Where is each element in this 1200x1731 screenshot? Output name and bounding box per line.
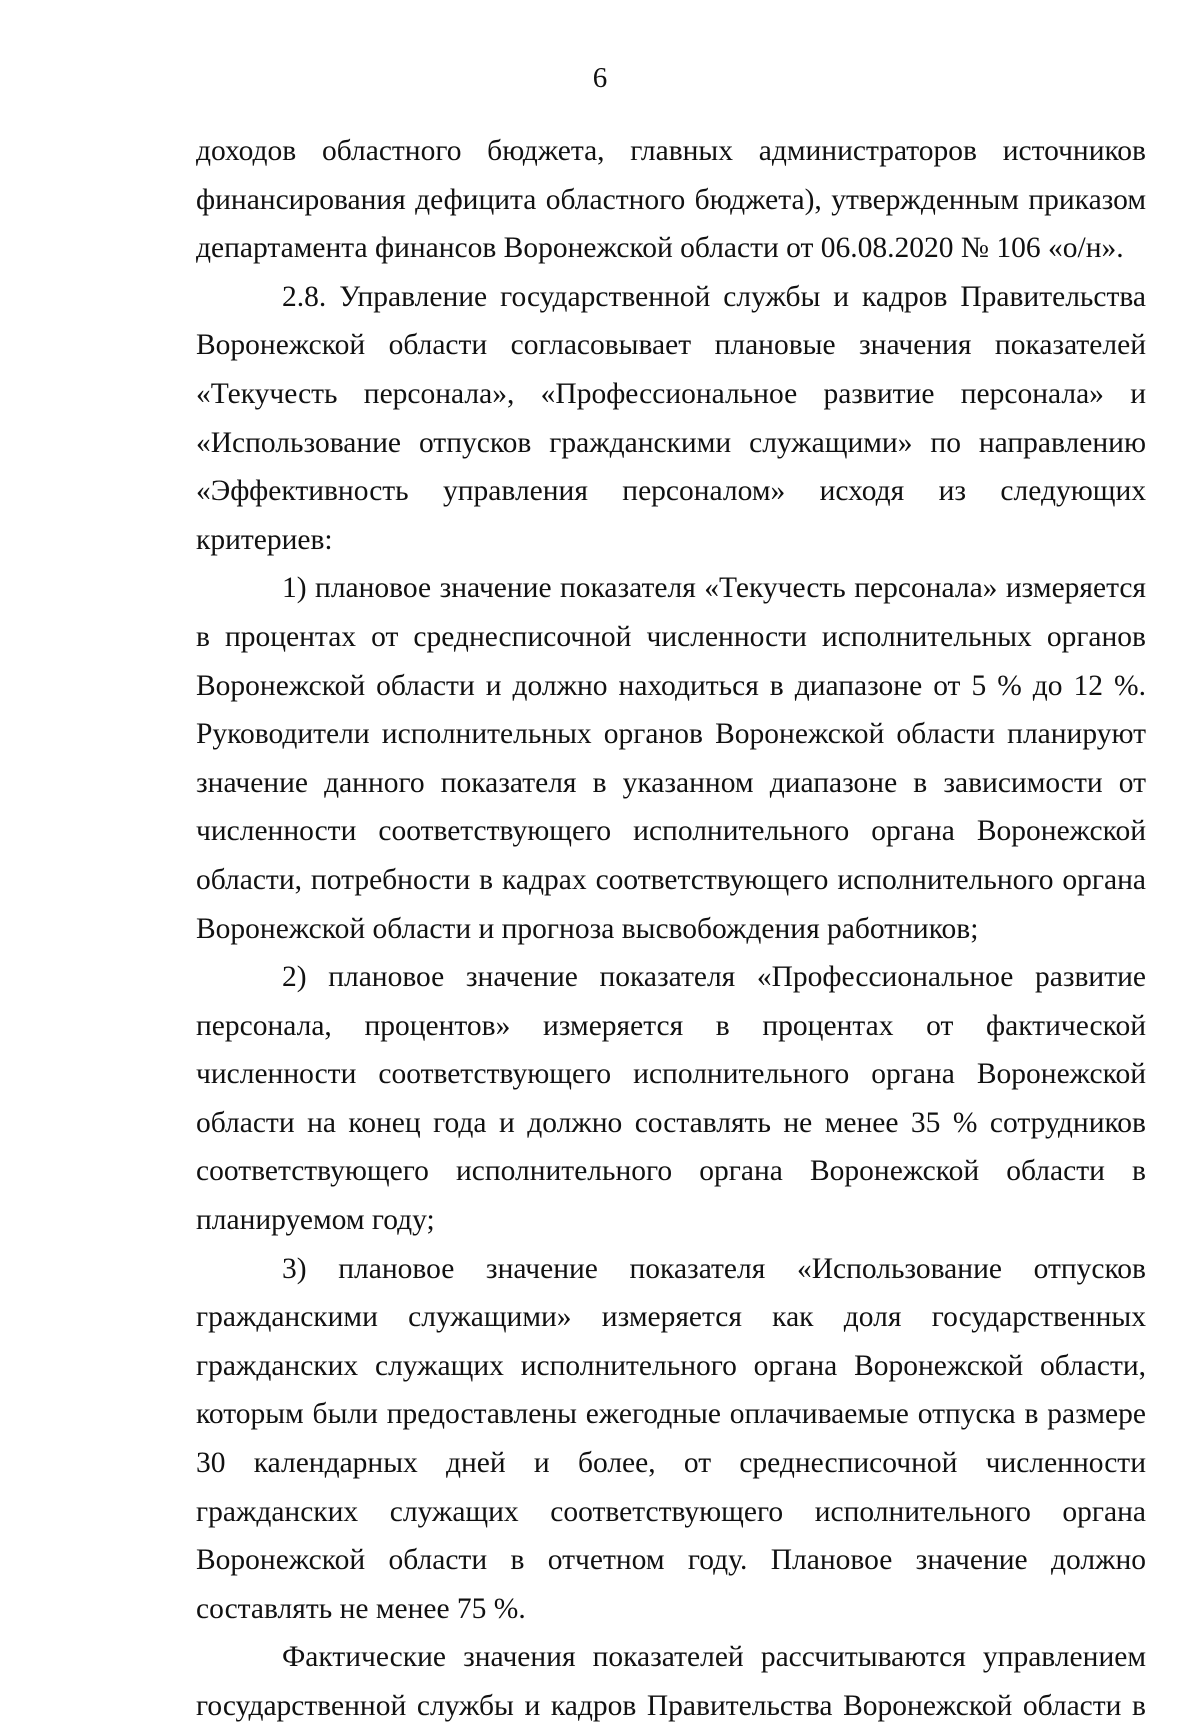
paragraph-2-8: 2.8. Управление государственной службы и кадров Правительства Воронежской области согласовывает плановые значения показателей «Текучесть персонала», «Профессиональное развитие персонала» и «Использование отпусков гражданскими служащими» по направлению «Эффективность управления персоналом» исходя из следующих критериев: — [196, 280, 1146, 556]
document-body — [196, 127, 1146, 1731]
paragraph-criterion-2: 2) плановое значение показателя «Профессиональное развитие персонала, процентов» измеряется в процентах от фактической численности соответствующего исполнительного органа Воронежской области на конец года и должно составлять не менее 35 % сотрудников соответствующего исполнительного органа Воронежской области в планируемом году; — [196, 961, 1146, 1237]
paragraph-actual-values: Фактические значения показателей рассчитываются управлением государственной службы и кадров Правительства Воронежской области в — [196, 1641, 1146, 1722]
paragraph-budget-sources: доходов областного бюджета, главных администраторов источников финансирования дефицита областного бюджета), утвержденным приказом департамента финансов Воронежской области от 06.08.2020 № 106 «о/н». — [196, 135, 1146, 265]
paragraph-criterion-1: 1) плановое значение показателя «Текучесть персонала» измеряется в процентах от среднесписочной численности исполнительных органов Воронежской области и должно находиться в диапазоне от 5 % до 12 %. Руководители исполнительных органов Воронежской области планируют значение данного показателя в указанном диапазоне в зависимости от численности соответствующего исполнительного органа Воронежской области, потребности в кадрах соответствующего исполнительного органа Воронежской области и прогноза высвобождения работников; — [196, 572, 1146, 945]
paragraph-criterion-3: 3) плановое значение показателя «Использование отпусков гражданскими служащими» измеряется как доля государственных гражданских служащих исполнительного органа Воронежской области, которым были предоставлены ежегодные оплачиваемые отпуска в размере 30 календарных дней и более, от среднесписочной численности гражданских служащих соответствующего исполнительного органа Воронежской области в отчетном году. Плановое значение должно составлять не менее 75 %. — [196, 1252, 1146, 1625]
page-number: 6 — [592, 62, 608, 94]
